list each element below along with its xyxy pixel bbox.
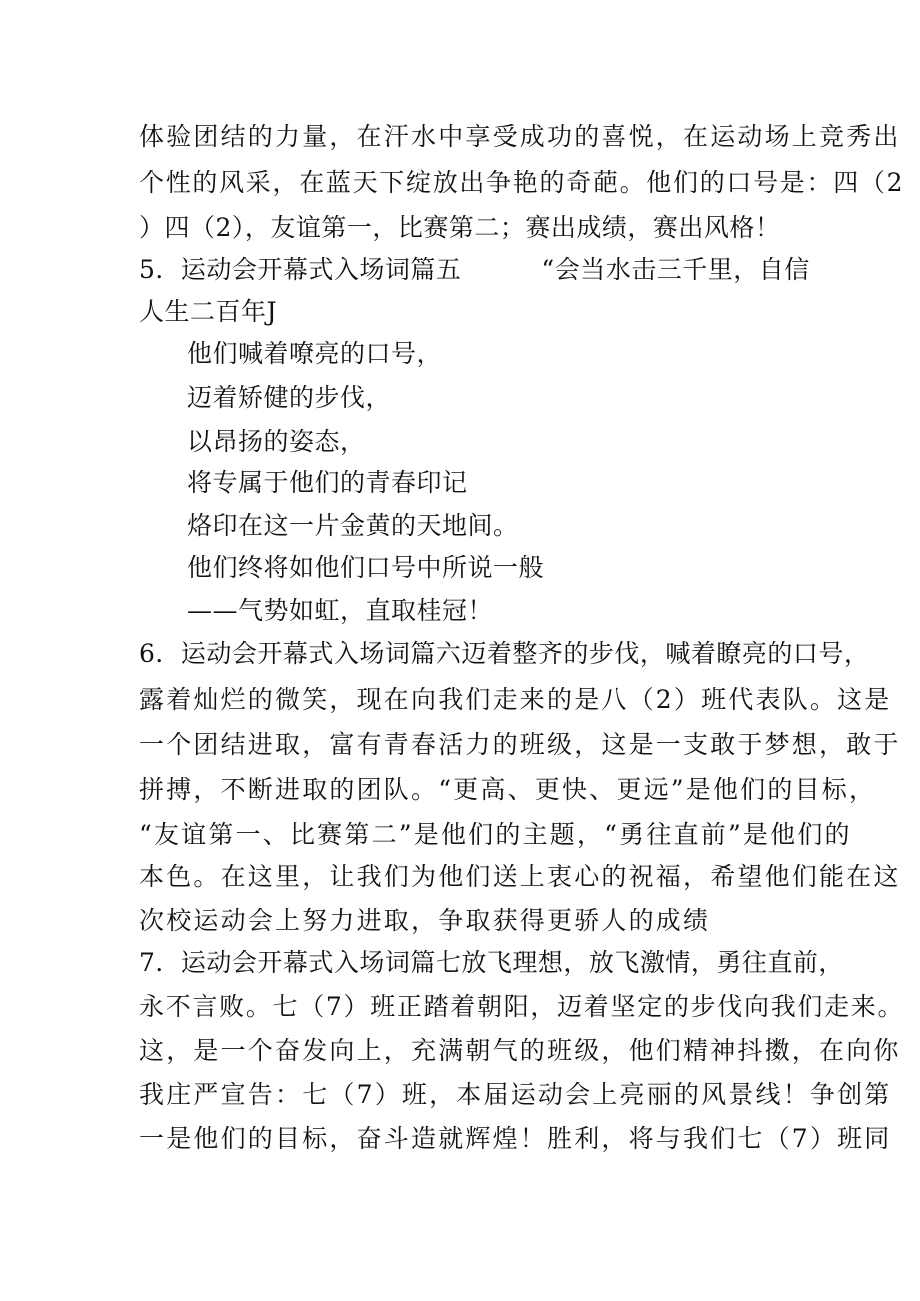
section-7-line: 一是他们的目标，奋斗造就辉煌！胜利，将与我们七（7）班同 [139,1124,892,1153]
section-6-line: “友谊第一、比赛第二”是他们的主题，“勇往直前”是他们的 [139,820,852,849]
section-7-line: 我庄严宣告：七（7）班，本届运动会上亮丽的风景线！争创第 [139,1080,892,1109]
section-7-line: 这，是一个奋发向上，充满朝气的班级，他们精神抖擞，在向你 [139,1036,901,1065]
poem-line: 迈着矫健的步伐， [187,383,392,412]
poem-line: ——气势如虹，直取桂冠！ [187,596,494,625]
poem-line: 他们喊着嘹亮的口号， [187,339,443,368]
paragraph-line: ）四（2），友谊第一，比赛第二；赛出成绩，赛出风格！ [139,213,781,242]
paragraph-line: 个性的风采，在蓝天下绽放出争艳的奇葩。他们的口号是：四（2 [139,168,905,197]
section-5-text: “会当水击三千里，自信 [541,255,810,284]
section-6-line: 拼搏，不断进取的团队。“更高、更快、更远”是他们的目标， [139,775,877,804]
section-7-line: 7．运动会开幕式入场词篇七放飞理想，放飞激情，勇往直前， [139,948,844,977]
poem-line: 以昂扬的姿态， [187,427,366,456]
section-7-line: 永不言败。七（7）班正踏着朝阳，迈着坚定的步伐向我们走来。 [139,992,905,1021]
section-5-line [139,255,810,285]
section-5-heading: 5．运动会开幕式入场词篇五 [139,255,462,284]
paragraph-line: 体验团结的力量，在汗水中享受成功的喜悦，在运动场上竞秀出 [139,122,901,151]
section-6-line: 次校运动会上努力进取，争取获得更骄人的成绩 [139,906,711,935]
poem-line: 将专属于他们的青春印记 [187,468,468,497]
section-6-line: 一个团结进取，富有青春活力的班级，这是一支敢于梦想，敢于 [139,730,901,759]
section-6-line: 本色。在这里，让我们为他们送上衷心的祝福，希望他们能在这 [139,862,901,891]
poem-line: 他们终将如他们口号中所说一般 [187,553,545,582]
poem-line: 烙印在这一片金黄的天地间。 [187,511,519,540]
section-6-line: 露着灿烂的微笑，现在向我们走来的是八（2）班代表队。这是 [139,685,892,714]
section-5-text-cont: 人生二百年J [139,297,278,326]
section-6-line: 6．运动会开幕式入场词篇六迈着整齐的步伐，喊着瞭亮的口号， [139,639,870,668]
